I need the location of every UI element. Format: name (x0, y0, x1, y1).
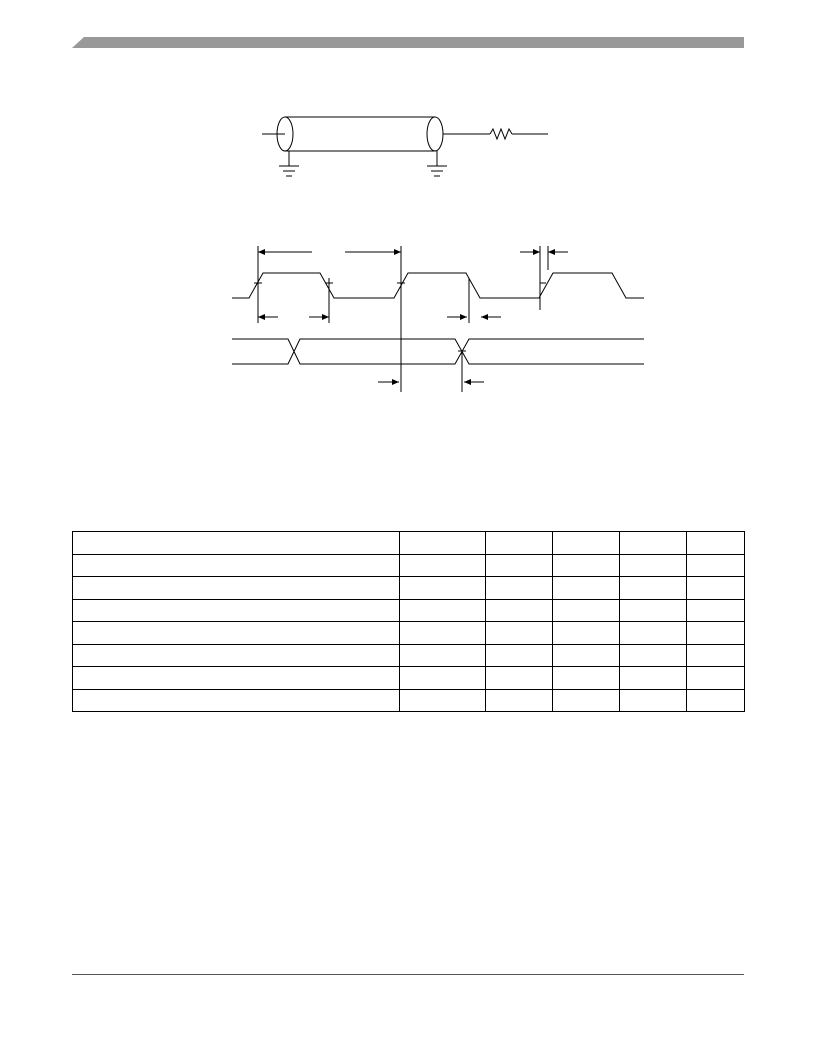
table-cell (687, 554, 745, 577)
spec-table (72, 531, 745, 712)
footer-rule (72, 974, 744, 975)
ground-symbol-right (427, 151, 447, 176)
header-cell-6 (687, 532, 745, 555)
table-header-row (73, 532, 745, 555)
table-cell (400, 667, 486, 690)
header-cell-3 (486, 532, 553, 555)
table-cell (486, 554, 553, 577)
figure-area (0, 0, 816, 520)
cable-right-end (427, 117, 443, 151)
table-cell (73, 667, 400, 690)
arrowheads (258, 249, 555, 385)
table-cell (400, 622, 486, 645)
table-cell (687, 599, 745, 622)
load-resistor (490, 129, 512, 139)
table-cell (553, 667, 620, 690)
table-cell (553, 577, 620, 600)
table-cell (73, 599, 400, 622)
table-cell (73, 644, 400, 667)
table-cell (400, 554, 486, 577)
table-cell (620, 599, 687, 622)
table-row (73, 689, 745, 712)
header-cell-1 (73, 532, 400, 555)
table-cell (73, 622, 400, 645)
table-row (73, 644, 745, 667)
table-cell (486, 667, 553, 690)
table-cell (620, 667, 687, 690)
table-cell (486, 577, 553, 600)
table-cell (486, 689, 553, 712)
ground-symbol-left (279, 151, 299, 176)
table-cell (687, 644, 745, 667)
data-waveform-lower (232, 339, 644, 364)
table-cell (486, 622, 553, 645)
header-cell-4 (553, 532, 620, 555)
timing-diagram (232, 246, 644, 392)
table-cell (553, 554, 620, 577)
table-cell (553, 622, 620, 645)
table-cell (73, 689, 400, 712)
table-row (73, 577, 745, 600)
table-cell (400, 644, 486, 667)
table-cell (73, 554, 400, 577)
table-cell (620, 644, 687, 667)
table-cell (400, 599, 486, 622)
table-row (73, 622, 745, 645)
table-row (73, 599, 745, 622)
table-cell (553, 599, 620, 622)
table-cell (553, 689, 620, 712)
table-cell (400, 689, 486, 712)
table-cell (486, 599, 553, 622)
table-cell (620, 622, 687, 645)
table-cell (620, 577, 687, 600)
table-cell (687, 689, 745, 712)
load-circuit-diagram (262, 117, 548, 176)
table-cell (687, 667, 745, 690)
header-cell-2 (400, 532, 486, 555)
clock-waveform (232, 273, 644, 298)
table-cell (687, 577, 745, 600)
table-cell (620, 554, 687, 577)
table-cell (486, 644, 553, 667)
table-row (73, 554, 745, 577)
table-cell (73, 577, 400, 600)
table-row (73, 667, 745, 690)
table-cell (400, 577, 486, 600)
table-cell (687, 622, 745, 645)
table-cell (553, 644, 620, 667)
header-cell-5 (620, 532, 687, 555)
table-cell (620, 689, 687, 712)
